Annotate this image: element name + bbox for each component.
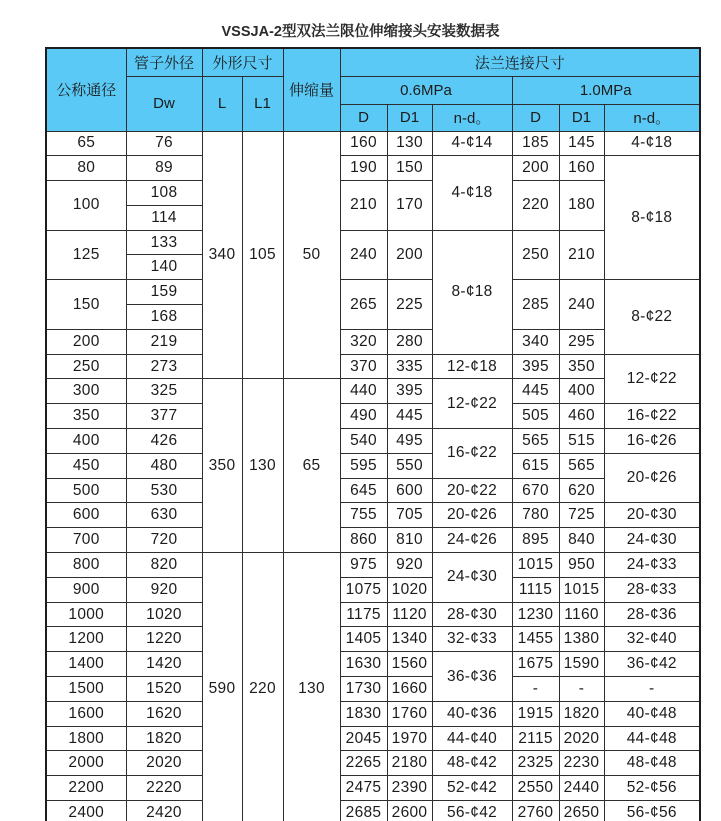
table-cell: 320 [340, 329, 387, 354]
table-cell: 44-¢48 [604, 726, 700, 751]
table-row [46, 329, 700, 354]
table-cell: 185 [512, 131, 559, 156]
table-cell: 130 [242, 379, 283, 553]
table-row [46, 453, 700, 478]
table-row [46, 429, 700, 454]
header-cell: 伸缩量 [283, 48, 340, 131]
table-row [46, 503, 700, 528]
table-cell: 300 [46, 379, 126, 404]
table-cell: 220 [242, 553, 283, 821]
table-cell: 2115 [512, 726, 559, 751]
table-cell: 350 [202, 379, 242, 553]
table-row [46, 404, 700, 429]
table-cell: 108 [126, 181, 202, 206]
table-cell: 52-¢56 [604, 776, 700, 801]
table-row [46, 577, 700, 602]
table-cell: 1800 [46, 726, 126, 751]
table-cell: 1820 [559, 701, 604, 726]
table-row [46, 553, 700, 578]
table-cell: 600 [387, 478, 432, 503]
table-cell: 920 [126, 577, 202, 602]
table-cell: 565 [512, 429, 559, 454]
table-cell: 250 [512, 230, 559, 280]
table-row [46, 156, 700, 181]
table-cell: 2390 [387, 776, 432, 801]
table-cell: 1340 [387, 627, 432, 652]
table-cell: 2440 [559, 776, 604, 801]
table-cell: 240 [340, 230, 387, 280]
table-row [46, 776, 700, 801]
table-cell: 1200 [46, 627, 126, 652]
table-cell: 200 [46, 329, 126, 354]
table-cell: 28-¢36 [604, 602, 700, 627]
table-cell: 210 [340, 181, 387, 231]
table-cell: 2475 [340, 776, 387, 801]
table-cell: - [604, 677, 700, 702]
table-cell: 1660 [387, 677, 432, 702]
table-cell: 2400 [46, 801, 126, 821]
table-row [46, 131, 700, 156]
header-row [46, 48, 700, 76]
table-cell: 615 [512, 453, 559, 478]
table-cell: 1455 [512, 627, 559, 652]
table-cell: 590 [202, 553, 242, 821]
table-cell: 4-¢14 [432, 131, 512, 156]
header-cell: 公称通径 [46, 48, 126, 131]
header-cell: D [512, 104, 559, 131]
table-cell: 440 [340, 379, 387, 404]
table-cell: 125 [46, 230, 126, 280]
table-cell: 1675 [512, 652, 559, 677]
table-cell: 1760 [387, 701, 432, 726]
table-cell: 400 [559, 379, 604, 404]
table-cell: 490 [340, 404, 387, 429]
table-cell: 219 [126, 329, 202, 354]
table-cell: 820 [126, 553, 202, 578]
table-cell: 20-¢26 [604, 453, 700, 503]
table-cell: 4-¢18 [432, 156, 512, 230]
table-cell: 150 [387, 156, 432, 181]
table-cell: 1520 [126, 677, 202, 702]
table-cell: 76 [126, 131, 202, 156]
table-row [46, 751, 700, 776]
header-cell: D1 [387, 104, 432, 131]
table-cell: 1970 [387, 726, 432, 751]
table-cell: 140 [126, 255, 202, 280]
table-cell: 450 [46, 453, 126, 478]
table-cell: 80 [46, 156, 126, 181]
table-cell: 565 [559, 453, 604, 478]
spec-table-body [46, 131, 700, 821]
table-cell: 40-¢48 [604, 701, 700, 726]
table-cell: 24-¢30 [604, 528, 700, 553]
table-cell: 12-¢18 [432, 354, 512, 379]
header-cell: 0.6MPa [340, 76, 512, 104]
table-cell: 130 [283, 553, 340, 821]
table-cell: 89 [126, 156, 202, 181]
table-cell: 4-¢18 [604, 131, 700, 156]
table-cell: 1220 [126, 627, 202, 652]
table-cell: 2045 [340, 726, 387, 751]
table-cell: 515 [559, 429, 604, 454]
table-cell: 395 [387, 379, 432, 404]
table-cell: 800 [46, 553, 126, 578]
table-cell: 32-¢40 [604, 627, 700, 652]
table-cell: 52-¢42 [432, 776, 512, 801]
table-row [46, 652, 700, 677]
table-cell: 2600 [387, 801, 432, 821]
header-cell: L1 [242, 76, 283, 131]
table-cell: 500 [46, 478, 126, 503]
table-cell: 2760 [512, 801, 559, 821]
table-cell: 2265 [340, 751, 387, 776]
table-cell: 8-¢22 [604, 280, 700, 354]
table-cell: 2685 [340, 801, 387, 821]
table-row [46, 354, 700, 379]
table-cell: 1560 [387, 652, 432, 677]
table-cell: 20-¢22 [432, 478, 512, 503]
header-cell: D [340, 104, 387, 131]
table-cell: 720 [126, 528, 202, 553]
table-row [46, 627, 700, 652]
table-cell: 2000 [46, 751, 126, 776]
table-cell: 56-¢42 [432, 801, 512, 821]
table-cell: 645 [340, 478, 387, 503]
table-row [46, 701, 700, 726]
table-cell: 630 [126, 503, 202, 528]
table-cell: 12-¢22 [432, 379, 512, 429]
table-cell: 340 [202, 131, 242, 379]
table-cell: 250 [46, 354, 126, 379]
table-cell: 2200 [46, 776, 126, 801]
table-cell: 1115 [512, 577, 559, 602]
table-cell: 28-¢33 [604, 577, 700, 602]
table-cell: 2180 [387, 751, 432, 776]
table-cell: 595 [340, 453, 387, 478]
table-cell: 1420 [126, 652, 202, 677]
table-cell: 200 [387, 230, 432, 280]
table-cell: 377 [126, 404, 202, 429]
table-cell: 1630 [340, 652, 387, 677]
table-cell: 725 [559, 503, 604, 528]
table-cell: 20-¢26 [432, 503, 512, 528]
table-cell: 1620 [126, 701, 202, 726]
table-cell: - [512, 677, 559, 702]
table-cell: 840 [559, 528, 604, 553]
table-cell: 265 [340, 280, 387, 330]
header-cell: n-d。 [432, 104, 512, 131]
table-cell: 505 [512, 404, 559, 429]
table-cell: 12-¢22 [604, 354, 700, 404]
table-cell: 395 [512, 354, 559, 379]
table-cell: 20-¢30 [604, 503, 700, 528]
table-cell: 2550 [512, 776, 559, 801]
table-cell: 1020 [387, 577, 432, 602]
table-cell: 810 [387, 528, 432, 553]
table-cell: - [559, 677, 604, 702]
header-cell: 外形尺寸 [202, 48, 283, 76]
table-cell: 16-¢26 [604, 429, 700, 454]
table-cell: 495 [387, 429, 432, 454]
table-cell: 1230 [512, 602, 559, 627]
table-cell: 36-¢36 [432, 652, 512, 702]
table-cell: 145 [559, 131, 604, 156]
table-cell: 28-¢30 [432, 602, 512, 627]
table-cell: 24-¢30 [432, 553, 512, 603]
page-title: VSSJA-2型双法兰限位伸缩接头安装数据表 [221, 24, 500, 40]
table-cell: 160 [559, 156, 604, 181]
table-cell: 2650 [559, 801, 604, 821]
table-cell: 210 [559, 230, 604, 280]
table-cell: 1915 [512, 701, 559, 726]
header-cell: L [202, 76, 242, 131]
table-cell: 1400 [46, 652, 126, 677]
table-cell: 1120 [387, 602, 432, 627]
table-cell: 2420 [126, 801, 202, 821]
table-cell: 950 [559, 553, 604, 578]
table-cell: 225 [387, 280, 432, 330]
table-row [46, 528, 700, 553]
table-cell: 160 [340, 131, 387, 156]
header-row [46, 76, 700, 104]
table-row [46, 379, 700, 404]
table-cell: 2020 [559, 726, 604, 751]
table-cell: 1020 [126, 602, 202, 627]
table-cell: 36-¢42 [604, 652, 700, 677]
table-cell: 705 [387, 503, 432, 528]
table-cell: 895 [512, 528, 559, 553]
table-row [46, 677, 700, 702]
table-cell: 168 [126, 305, 202, 330]
header-cell: 管子外径 [126, 48, 202, 76]
table-cell: 350 [46, 404, 126, 429]
table-cell: 114 [126, 205, 202, 230]
table-cell: 48-¢48 [604, 751, 700, 776]
table-row [46, 602, 700, 627]
table-cell: 755 [340, 503, 387, 528]
table-cell: 2230 [559, 751, 604, 776]
table-row [46, 280, 700, 305]
table-cell: 370 [340, 354, 387, 379]
table-cell: 1820 [126, 726, 202, 751]
table-row [46, 726, 700, 751]
table-cell: 150 [46, 280, 126, 330]
table-cell: 325 [126, 379, 202, 404]
table-cell: 100 [46, 181, 126, 231]
table-cell: 65 [46, 131, 126, 156]
table-cell: 530 [126, 478, 202, 503]
table-cell: 400 [46, 429, 126, 454]
table-cell: 1015 [559, 577, 604, 602]
table-cell: 24-¢33 [604, 553, 700, 578]
table-cell: 48-¢42 [432, 751, 512, 776]
header-cell: 法兰连接尺寸 [340, 48, 700, 76]
table-cell: 273 [126, 354, 202, 379]
table-row [46, 230, 700, 255]
table-cell: 670 [512, 478, 559, 503]
table-cell: 1000 [46, 602, 126, 627]
table-cell: 50 [283, 131, 340, 379]
table-cell: 180 [559, 181, 604, 231]
table-cell: 16-¢22 [432, 429, 512, 479]
table-cell: 2220 [126, 776, 202, 801]
table-cell: 8-¢18 [432, 230, 512, 354]
table-cell: 190 [340, 156, 387, 181]
table-cell: 1075 [340, 577, 387, 602]
table-cell: 620 [559, 478, 604, 503]
table-cell: 133 [126, 230, 202, 255]
table-cell: 600 [46, 503, 126, 528]
table-cell: 920 [387, 553, 432, 578]
table-cell: 480 [126, 453, 202, 478]
table-cell: 295 [559, 329, 604, 354]
table-cell: 445 [512, 379, 559, 404]
table-cell: 32-¢33 [432, 627, 512, 652]
table-cell: 335 [387, 354, 432, 379]
table-cell: 975 [340, 553, 387, 578]
spec-table [45, 47, 701, 821]
table-cell: 1730 [340, 677, 387, 702]
table-cell: 2325 [512, 751, 559, 776]
table-cell: 280 [387, 329, 432, 354]
table-cell: 340 [512, 329, 559, 354]
table-cell: 1160 [559, 602, 604, 627]
table-cell: 240 [559, 280, 604, 330]
table-cell: 1600 [46, 701, 126, 726]
table-cell: 426 [126, 429, 202, 454]
table-cell: 460 [559, 404, 604, 429]
table-cell: 900 [46, 577, 126, 602]
header-cell: 1.0MPa [512, 76, 700, 104]
table-cell: 860 [340, 528, 387, 553]
table-cell: 170 [387, 181, 432, 231]
table-cell: 780 [512, 503, 559, 528]
table-cell: 8-¢18 [604, 156, 700, 280]
table-cell: 1830 [340, 701, 387, 726]
table-cell: 200 [512, 156, 559, 181]
table-cell: 1175 [340, 602, 387, 627]
table-cell: 130 [387, 131, 432, 156]
table-cell: 16-¢22 [604, 404, 700, 429]
table-cell: 285 [512, 280, 559, 330]
spec-table-header [46, 48, 700, 131]
table-cell: 445 [387, 404, 432, 429]
table-row [46, 181, 700, 206]
table-cell: 550 [387, 453, 432, 478]
table-cell: 1405 [340, 627, 387, 652]
table-cell: 24-¢26 [432, 528, 512, 553]
table-cell: 105 [242, 131, 283, 379]
table-cell: 65 [283, 379, 340, 553]
table-cell: 350 [559, 354, 604, 379]
header-cell: D1 [559, 104, 604, 131]
table-cell: 159 [126, 280, 202, 305]
table-cell: 1500 [46, 677, 126, 702]
table-cell: 44-¢40 [432, 726, 512, 751]
table-row [46, 801, 700, 821]
table-cell: 540 [340, 429, 387, 454]
table-cell: 56-¢56 [604, 801, 700, 821]
table-row [46, 478, 700, 503]
table-cell: 2020 [126, 751, 202, 776]
table-cell: 700 [46, 528, 126, 553]
table-cell: 220 [512, 181, 559, 231]
table-cell: 1380 [559, 627, 604, 652]
table-cell: 40-¢36 [432, 701, 512, 726]
table-cell: 1590 [559, 652, 604, 677]
header-cell: n-d。 [604, 104, 700, 131]
table-cell: 1015 [512, 553, 559, 578]
header-cell: Dw [126, 76, 202, 131]
